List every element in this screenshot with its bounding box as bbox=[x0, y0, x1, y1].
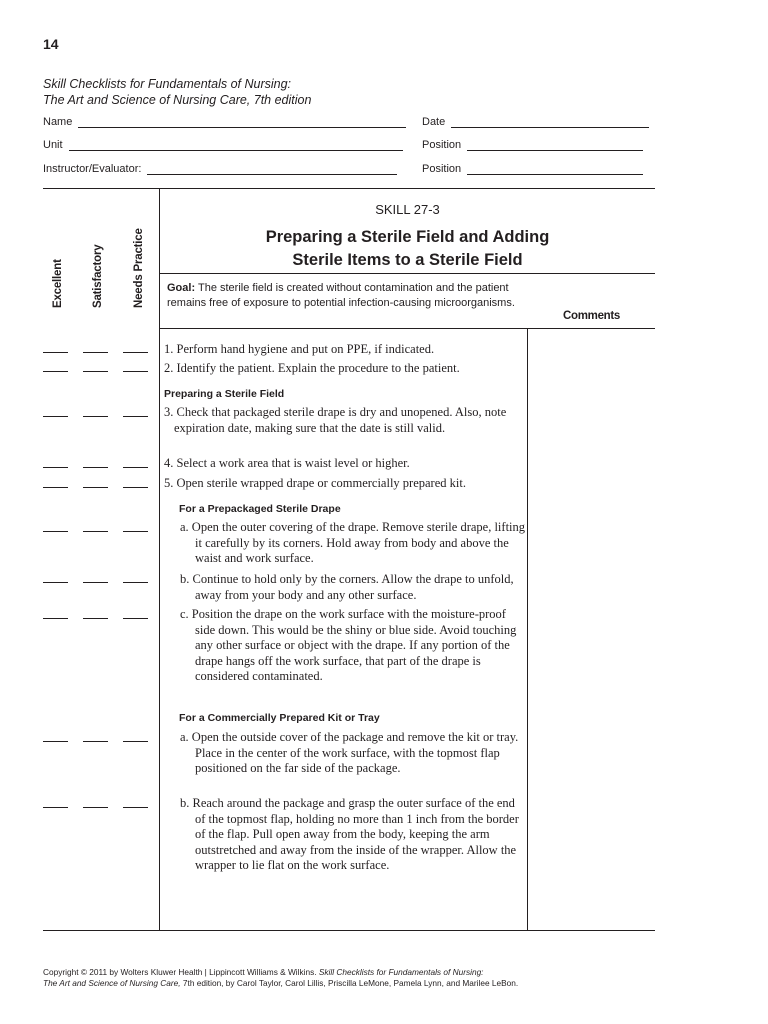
footer-line1: Copyright © 2011 by Wolters Kluwer Health | Lippincott Williams & Wilkins. Skill Checklists for Fundamentals of Nursing: bbox=[43, 967, 484, 977]
instructor-label: Instructor/Evaluator: bbox=[43, 163, 142, 175]
table-bottom-rule bbox=[43, 930, 655, 931]
position-field-1 bbox=[422, 139, 643, 151]
goal-text: The sterile field is created without contamination and the patient remains free of exposure to potential infection-causing microorganisms. bbox=[167, 282, 515, 309]
position-field-2 bbox=[422, 163, 643, 175]
rating-blank[interactable] bbox=[123, 371, 148, 372]
rating-blank[interactable] bbox=[43, 807, 68, 808]
rating-blank[interactable] bbox=[43, 741, 68, 742]
step-2: 2. Identify the patient. Explain the procedure to the patient. bbox=[164, 361, 460, 375]
rating-blank[interactable] bbox=[123, 741, 148, 742]
rating-blank[interactable] bbox=[83, 807, 108, 808]
step-drape-a: a. Open the outer covering of the drape. Remove sterile drape, lifting it carefully by its corners. Hold away from body and above the waist and work surface. bbox=[180, 520, 526, 566]
rating-blank[interactable] bbox=[83, 618, 108, 619]
rating-blank[interactable] bbox=[43, 582, 68, 583]
step-1: 1. Perform hand hygiene and put on PPE, if indicated. bbox=[164, 342, 435, 356]
rating-blank[interactable] bbox=[83, 416, 108, 417]
name-line[interactable] bbox=[78, 117, 406, 128]
rating-blank[interactable] bbox=[43, 487, 68, 488]
rating-blank[interactable] bbox=[123, 487, 148, 488]
rating-blanks[interactable] bbox=[43, 371, 149, 373]
page-number: 14 bbox=[43, 36, 59, 52]
rating-blank[interactable] bbox=[83, 582, 108, 583]
subheading-prepackaged-drape: For a Prepackaged Sterile Drape bbox=[179, 503, 341, 515]
rating-blanks[interactable] bbox=[43, 741, 149, 743]
instructor-field bbox=[43, 163, 397, 175]
goal-label: Goal: bbox=[167, 282, 196, 294]
rating-header-excellent: Excellent bbox=[52, 259, 64, 308]
subheading-preparing-field: Preparing a Sterile Field bbox=[164, 388, 285, 400]
name-field bbox=[43, 116, 406, 128]
rating-blank[interactable] bbox=[123, 531, 148, 532]
position-line-1[interactable] bbox=[467, 140, 643, 151]
rating-header-needs-practice: Needs Practice bbox=[133, 228, 145, 308]
step-drape-b: b. Continue to hold only by the corners. Allow the drape to unfold, away from your body and any other surface. bbox=[180, 572, 514, 602]
date-line[interactable] bbox=[451, 117, 649, 128]
step-4: 4. Select a work area that is waist level or higher. bbox=[164, 456, 410, 470]
position-line-2[interactable] bbox=[467, 164, 643, 175]
instructor-line[interactable] bbox=[147, 164, 397, 175]
rating-blanks[interactable] bbox=[43, 582, 149, 584]
rating-header-satisfactory: Satisfactory bbox=[92, 244, 104, 308]
rating-blank[interactable] bbox=[123, 807, 148, 808]
footer-line2: The Art and Science of Nursing Care, 7th edition, by Carol Taylor, Carol Lillis, Priscilla LeMone, Pamela Lynn, and Marilee LeBon. bbox=[43, 978, 519, 988]
skill-title-line1: Preparing a Sterile Field and Adding bbox=[265, 228, 550, 246]
rating-blank[interactable] bbox=[83, 741, 108, 742]
rating-blank[interactable] bbox=[83, 487, 108, 488]
book-title-line1: Skill Checklists for Fundamentals of Nursing: bbox=[43, 77, 292, 91]
rating-blank[interactable] bbox=[43, 618, 68, 619]
step-kit-b: b. Reach around the package and grasp the outer surface of the end of the topmost flap, holding no more than 1 inch from the border of the flap. Pull open away from the body, keeping the arm outstretched and away from the inside of the wrapper. Allow the wrapper to lie flat on the work surface. bbox=[180, 796, 519, 873]
rating-blank[interactable] bbox=[83, 531, 108, 532]
rating-blanks[interactable] bbox=[43, 352, 149, 354]
goal-statement bbox=[167, 281, 527, 310]
subheading-commercial-kit: For a Commercially Prepared Kit or Tray bbox=[179, 712, 380, 724]
skill-title bbox=[160, 226, 655, 272]
rating-blank[interactable] bbox=[123, 467, 148, 468]
rating-column-divider bbox=[159, 189, 160, 930]
date-field bbox=[422, 116, 649, 128]
unit-label: Unit bbox=[43, 139, 63, 151]
unit-line[interactable] bbox=[69, 140, 403, 151]
rating-blank[interactable] bbox=[83, 352, 108, 353]
rating-blank[interactable] bbox=[43, 416, 68, 417]
comments-column-divider bbox=[527, 328, 528, 930]
rating-blank[interactable] bbox=[83, 371, 108, 372]
step-kit-a: a. Open the outside cover of the package and remove the kit or tray. Place in the center of the work surface, with the topmost flap positioned on the far side of the package. bbox=[180, 730, 519, 776]
rating-blank[interactable] bbox=[83, 467, 108, 468]
book-title-line2: The Art and Science of Nursing Care, 7th edition bbox=[43, 93, 312, 107]
book-title bbox=[43, 76, 311, 108]
rating-blank[interactable] bbox=[43, 467, 68, 468]
rating-blank[interactable] bbox=[123, 416, 148, 417]
skill-title-line2: Sterile Items to a Sterile Field bbox=[292, 251, 523, 269]
rating-blank[interactable] bbox=[43, 531, 68, 532]
copyright-footer bbox=[43, 967, 683, 989]
unit-field bbox=[43, 139, 403, 151]
skill-number: SKILL 27-3 bbox=[375, 202, 440, 217]
name-label: Name bbox=[43, 116, 73, 128]
step-5: 5. Open sterile wrapped drape or commercially prepared kit. bbox=[164, 476, 466, 490]
rating-blank[interactable] bbox=[123, 618, 148, 619]
rating-blanks[interactable] bbox=[43, 467, 149, 469]
rating-blank[interactable] bbox=[123, 582, 148, 583]
rating-blank[interactable] bbox=[43, 352, 68, 353]
rating-blank[interactable] bbox=[43, 371, 68, 372]
goal-rule bbox=[160, 328, 655, 329]
rating-blanks[interactable] bbox=[43, 807, 149, 809]
rating-blanks[interactable] bbox=[43, 416, 149, 418]
rating-blanks[interactable] bbox=[43, 487, 149, 489]
position-label-2: Position bbox=[422, 163, 462, 175]
rating-blanks[interactable] bbox=[43, 618, 149, 620]
position-label-1: Position bbox=[422, 139, 462, 151]
table-top-rule bbox=[43, 188, 655, 189]
step-drape-c: c. Position the drape on the work surface with the moisture-proof side down. This would be the shiny or blue side. Avoid touching any other surface or object with the drape. If any portion of the drape hangs off the work surface, that part of the drape is considered contaminated. bbox=[180, 607, 517, 684]
rating-blank[interactable] bbox=[123, 352, 148, 353]
date-label: Date bbox=[422, 116, 446, 128]
step-3: 3. Check that packaged sterile drape is dry and unopened. Also, note expiration date, making sure that the date is still valid. bbox=[164, 405, 507, 435]
comments-header: Comments bbox=[563, 310, 621, 322]
rating-blanks[interactable] bbox=[43, 531, 149, 533]
title-rule bbox=[160, 273, 655, 274]
